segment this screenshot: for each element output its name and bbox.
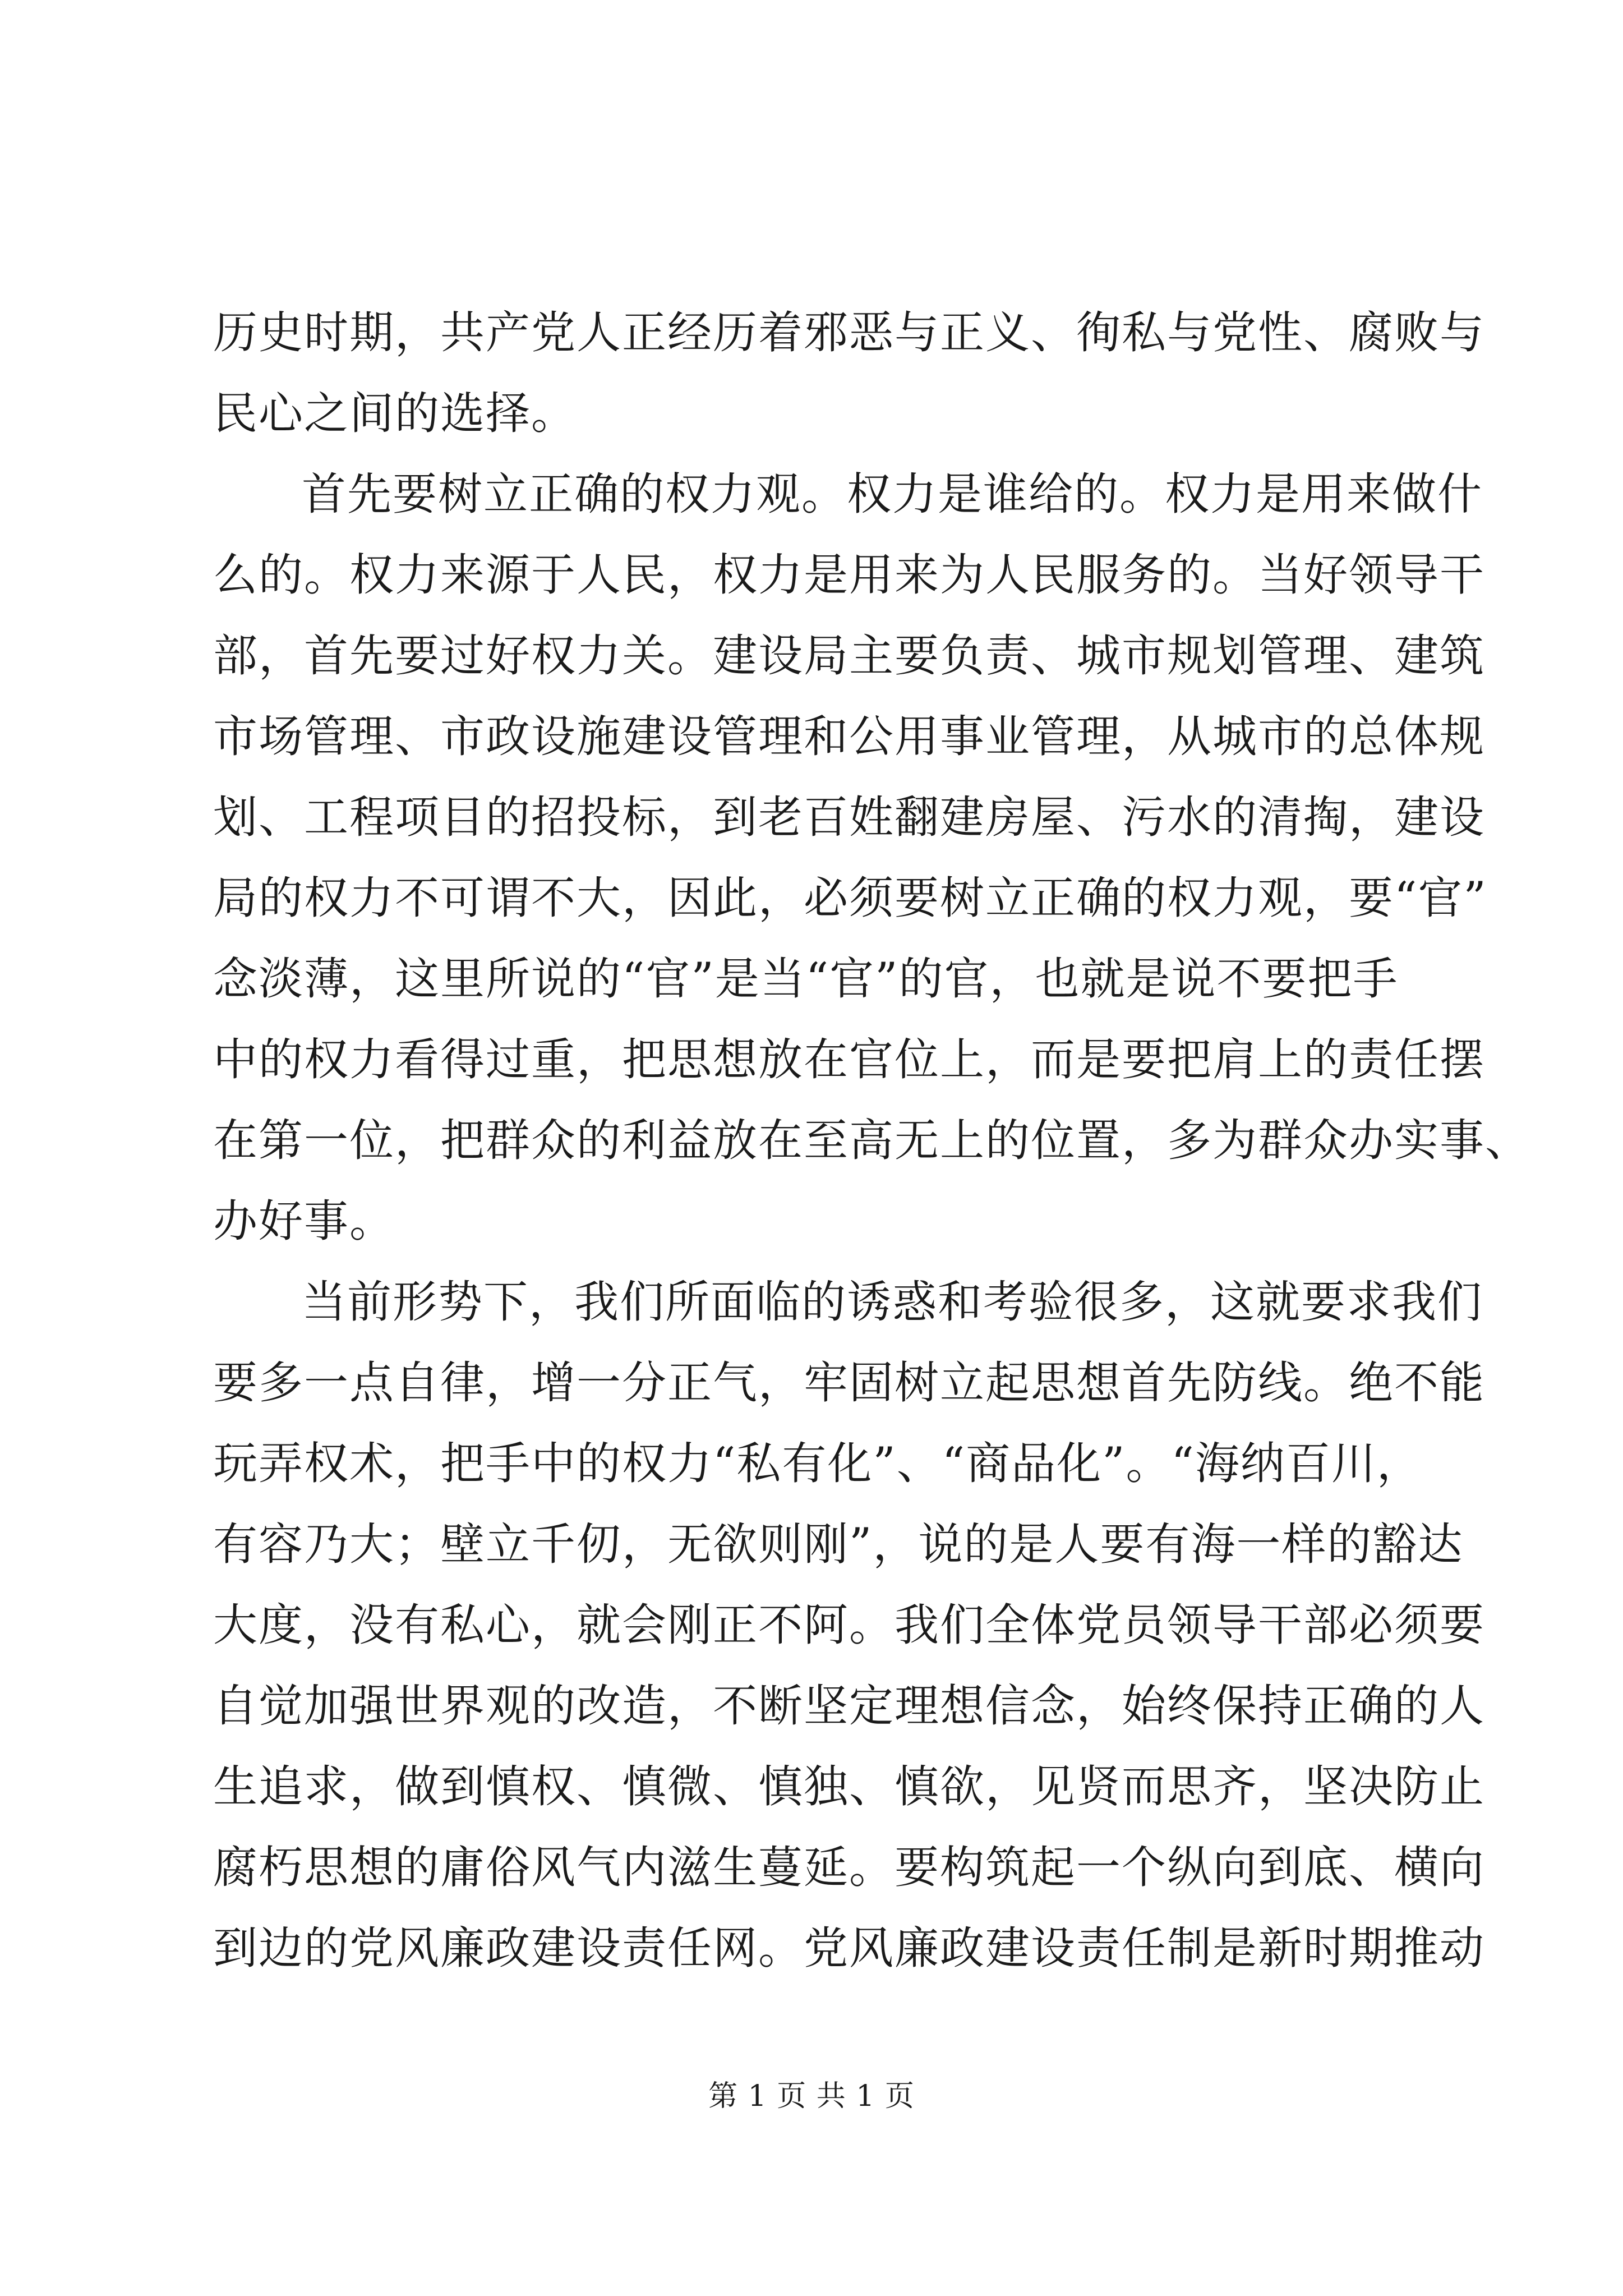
paragraph-first-line: 当前形势下，我们所面临的诱惑和考验很多，这就要求我们 (302, 1276, 1483, 1328)
text-line: 生追求，做到慎权、慎微、慎独、慎欲，见贤而思齐，坚决防止 (213, 1761, 1485, 1812)
text-line: 到边的党风廉政建设责任网。党风廉政建设责任制是新时期推动 (213, 1922, 1485, 1974)
text-line: 自觉加强世界观的改造，不断坚定理想信念，始终保持正确的人 (213, 1680, 1485, 1732)
text-line: 民心之间的选择。 (213, 388, 577, 439)
text-line: 部，首先要过好权力关。建设局主要负责、城市规划管理、建筑 (213, 630, 1485, 682)
text-line: 中的权力看得过重，把思想放在官位上，而是要把肩上的责任摆 (213, 1034, 1485, 1085)
text-line: 局的权力不可谓不大，因此，必须要树立正确的权力观，要“官” (213, 872, 1487, 924)
text-line: 有容乃大；壁立千仞，无欲则刚”，说的是人要有海一样的豁达 (213, 1519, 1464, 1570)
text-line: 玩弄权术，把手中的权力“私有化”、“商品化”。“海纳百川， (213, 1438, 1422, 1489)
text-line: 么的。权力来源于人民，权力是用来为人民服务的。当好领导干 (213, 549, 1485, 601)
text-line: 划、工程项目的招投标，到老百姓翻建房屋、污水的清掏，建设 (213, 792, 1485, 843)
text-line: 要多一点自律，增一分正气，牢固树立起思想首先防线。绝不能 (213, 1357, 1485, 1409)
text-line: 腐朽思想的庸俗风气内滋生蔓延。要构筑起一个纵向到底、横向 (213, 1842, 1485, 1893)
text-line: 市场管理、市政设施建设管理和公用事业管理，从城市的总体规 (213, 711, 1485, 762)
text-line: 念淡薄，这里所说的“官”是当“官”的官，也就是说不要把手 (213, 953, 1399, 1005)
paragraph-first-line: 首先要树立正确的权力观。权力是谁给的。权力是用来做什 (302, 468, 1483, 520)
text-line: 历史时期，共产党人正经历着邪恶与正义、徇私与党性、腐败与 (213, 307, 1485, 358)
text-line: 大度，没有私心，就会刚正不阿。我们全体党员领导干部必须要 (213, 1599, 1485, 1651)
text-line: 在第一位，把群众的利益放在至高无上的位置，多为群众办实事、 (213, 1115, 1530, 1166)
text-line: 办好事。 (213, 1195, 395, 1247)
page-footer: 第 1 页 共 1 页 (708, 2079, 915, 2113)
